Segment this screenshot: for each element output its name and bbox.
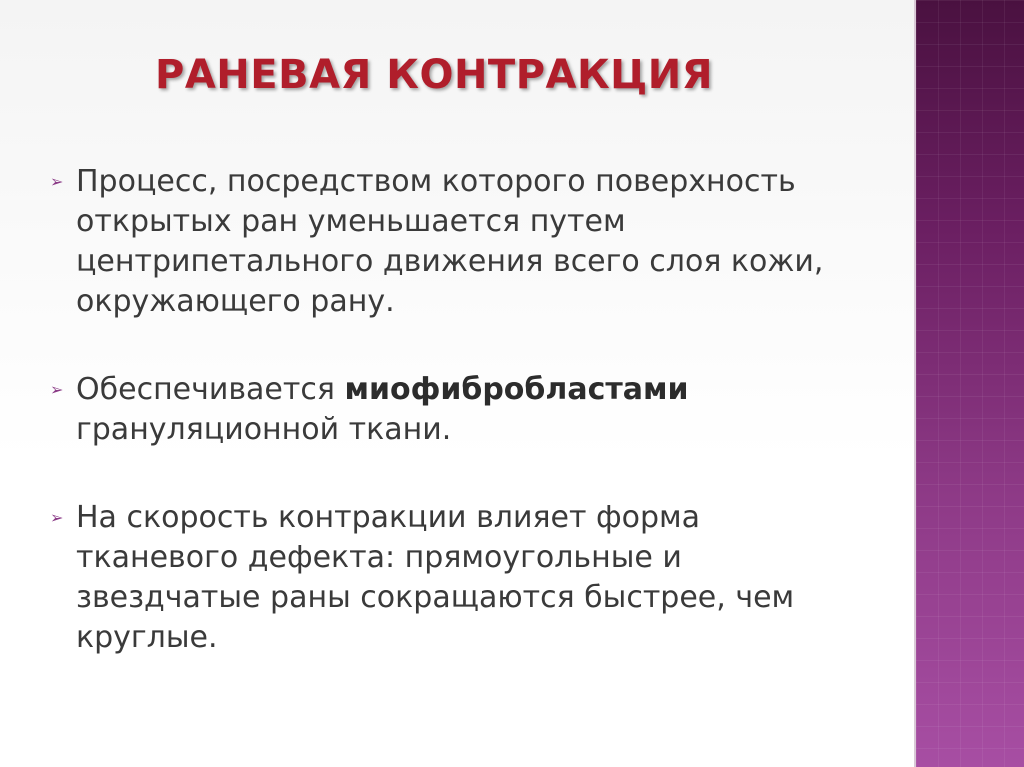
bullet-text-2-before: Обеспечивается <box>76 372 345 407</box>
bullet-item-2 <box>50 370 870 450</box>
chevron-right-icon: ➢ <box>50 508 64 527</box>
bullet-text-1: Процесс, посредством которого поверхность открытых ран уменьшается путем центрипетального движения всего слоя кожи, окружающего рану. <box>76 164 824 319</box>
bullet-text-2 <box>76 370 870 450</box>
bullet-list <box>50 162 870 706</box>
chevron-right-icon: ➢ <box>50 380 64 399</box>
bullet-item-1 <box>50 162 870 322</box>
decorative-side-panel <box>916 0 1024 767</box>
chevron-right-icon: ➢ <box>50 172 64 191</box>
bold-term-myofibroblasts: миофибробластами <box>344 372 689 407</box>
bullet-text-3: На скорость контракции влияет форма тканевого дефекта: прямоугольные и звездчатые раны сокращаются быстрее, чем круглые. <box>76 500 795 655</box>
bullet-item-3 <box>50 498 870 658</box>
slide-title: РАНЕВАЯ КОНТРАКЦИЯ <box>155 52 714 98</box>
bullet-text-2-after: грануляционной ткани. <box>76 412 452 447</box>
